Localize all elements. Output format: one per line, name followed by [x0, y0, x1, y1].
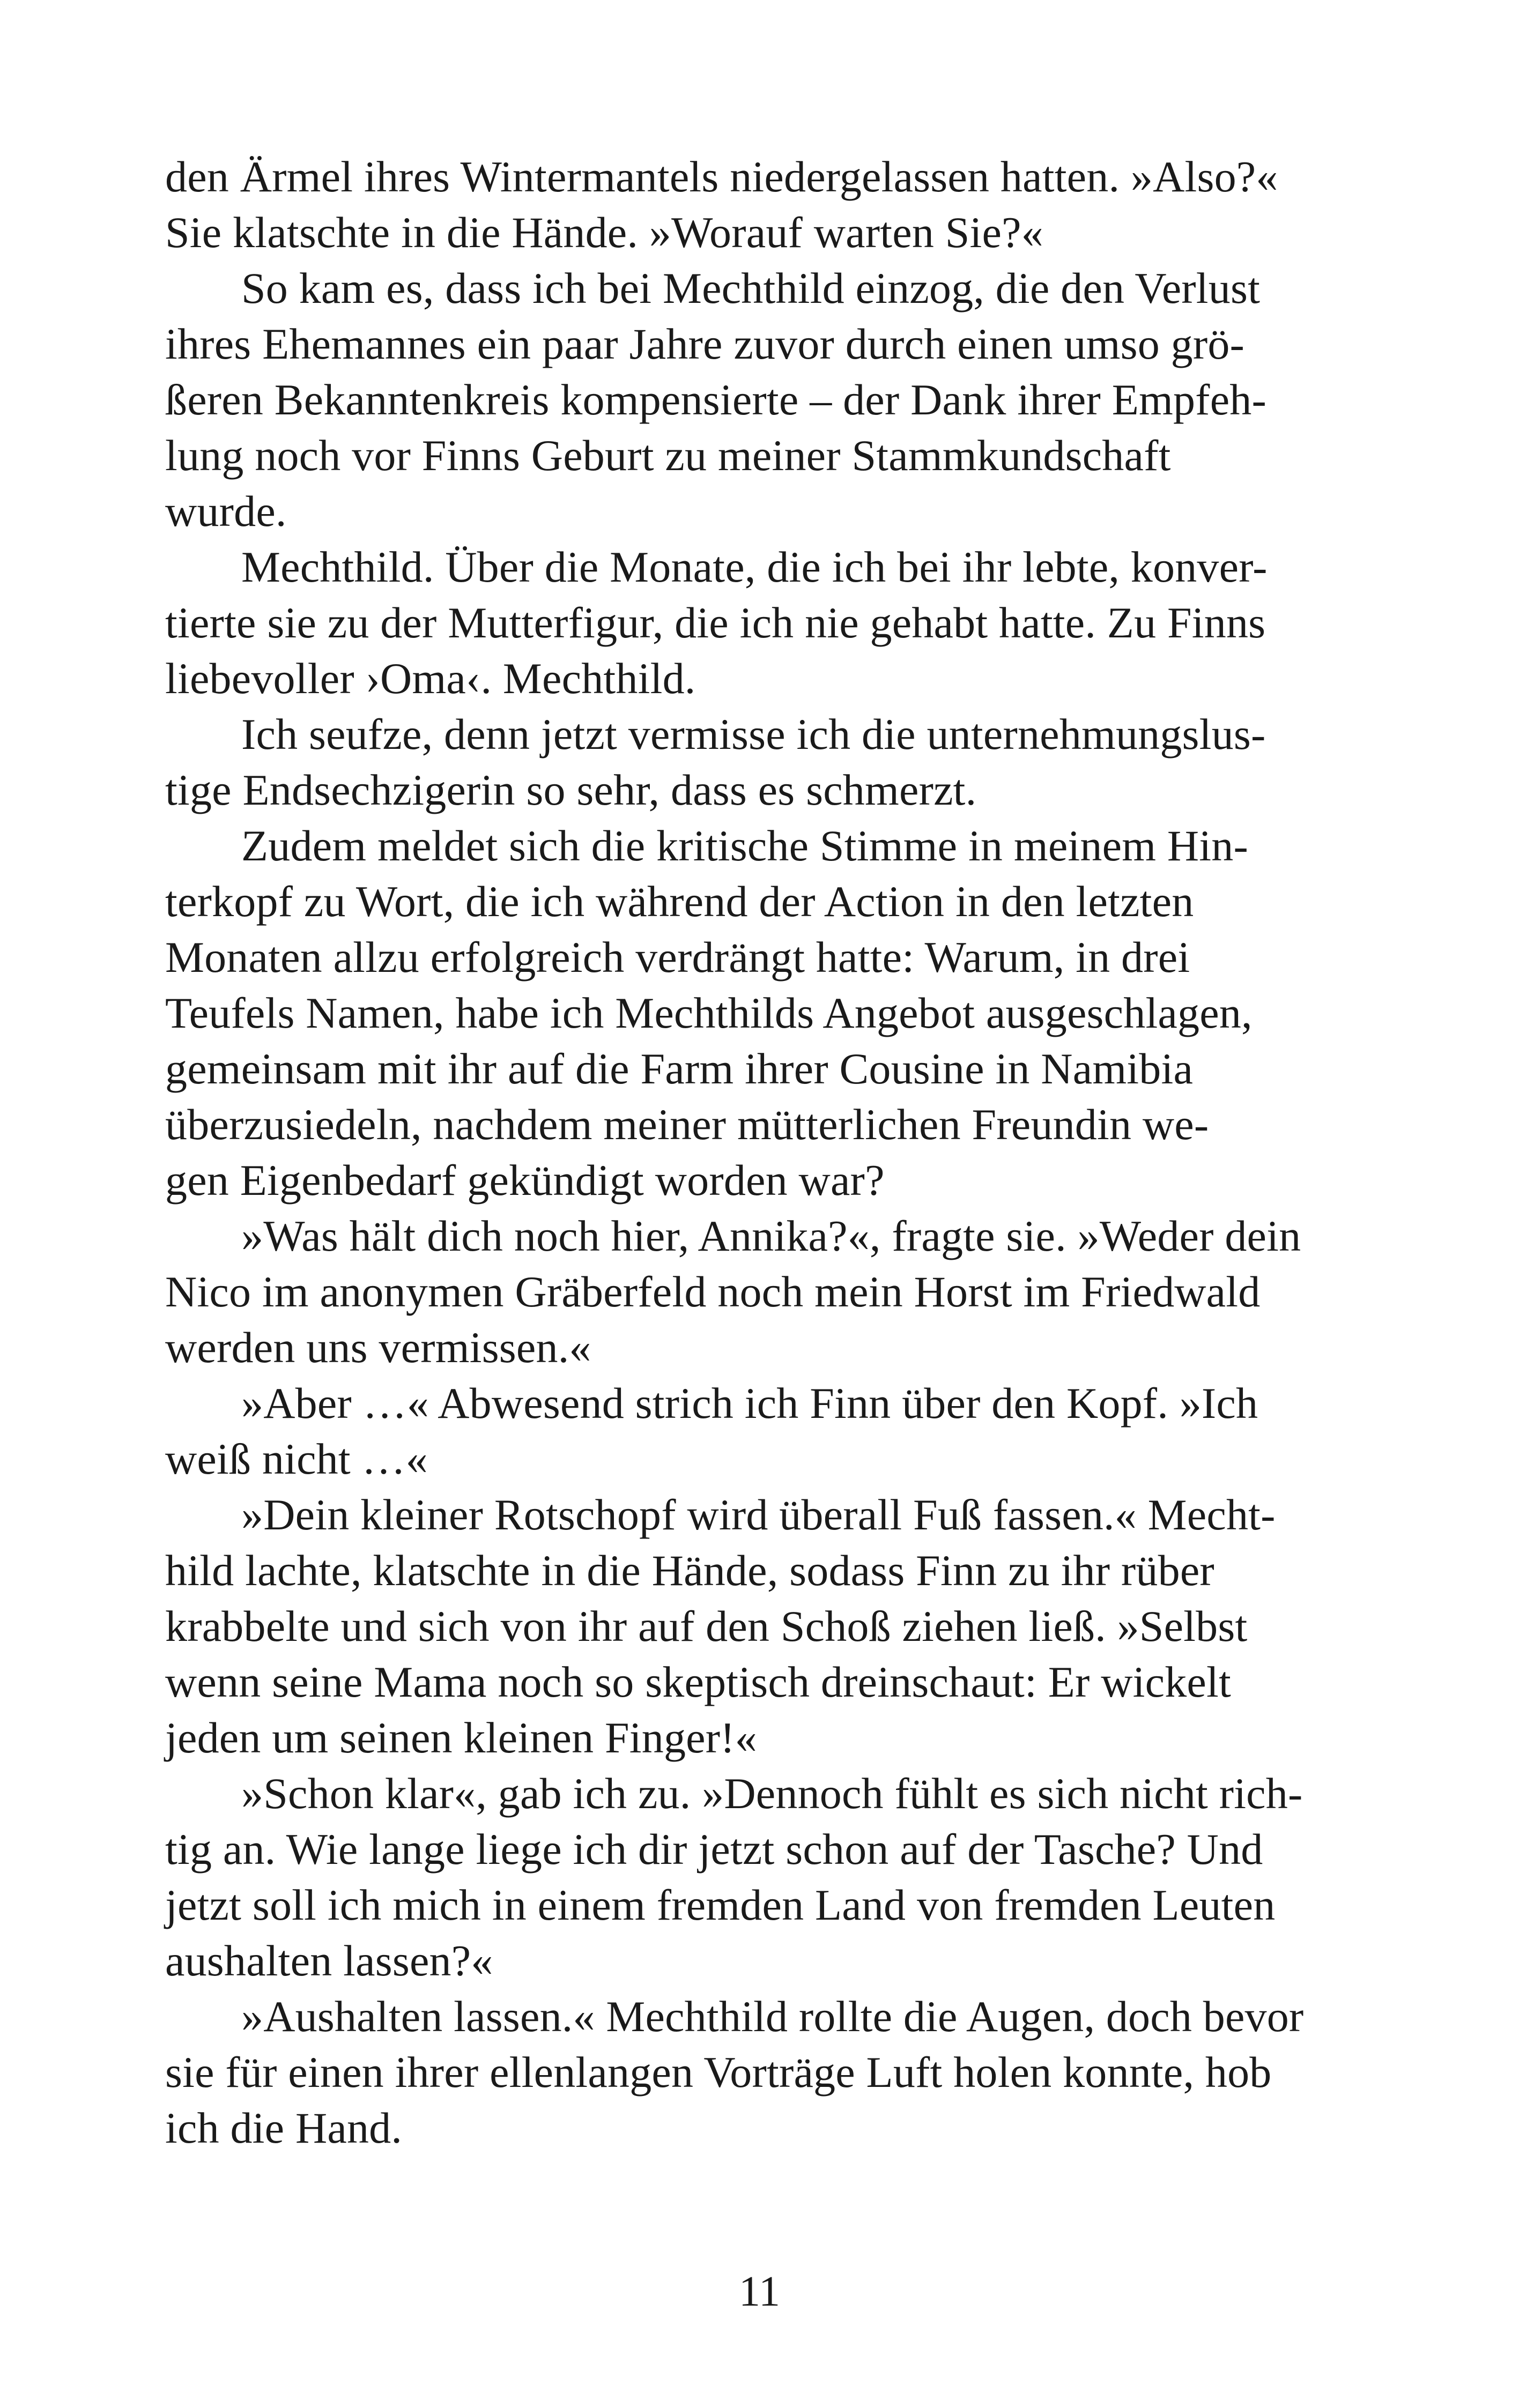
text-line: ßeren Bekanntenkreis kompensierte – der Dank ihrer Empfeh- — [165, 375, 1266, 424]
text-line: tierte sie zu der Mutterfigur, die ich nie gehabt hatte. Zu Finns — [165, 598, 1266, 647]
text-line: terkopf zu Wort, die ich während der Action in den letzten — [165, 877, 1194, 926]
text-line: tige Endsechzigerin so sehr, dass es schmerzt. — [165, 765, 977, 814]
text-line: wenn seine Mama noch so skeptisch dreinschaut: Er wickelt — [165, 1658, 1231, 1706]
text-line: »Aushalten lassen.« Mechthild rollte die Augen, doch bevor — [241, 1992, 1304, 2041]
text-line: gen Eigenbedarf gekündigt worden war? — [165, 1156, 885, 1205]
text-line: werden uns vermissen.« — [165, 1323, 591, 1372]
text-line: Nico im anonymen Gräberfeld noch mein Horst im Friedwald — [165, 1267, 1261, 1316]
text-line: aushalten lassen?« — [165, 1936, 493, 1985]
text-line: »Was hält dich noch hier, Annika?«, fragte sie. »Weder dein — [241, 1212, 1301, 1260]
text-line: überzusiedeln, nachdem meiner mütterlichen Freundin we- — [165, 1100, 1209, 1149]
text-line: krabbelte und sich von ihr auf den Schoß ziehen ließ. »Selbst — [165, 1602, 1248, 1651]
text-line: ihres Ehemannes ein paar Jahre zuvor durch einen umso grö- — [165, 319, 1245, 368]
text-line: »Dein kleiner Rotschopf wird überall Fuß fassen.« Mecht- — [241, 1490, 1276, 1539]
text-line: jetzt soll ich mich in einem fremden Land von fremden Leuten — [165, 1881, 1276, 1929]
text-line: lung noch vor Finns Geburt zu meiner Stammkundschaft — [165, 431, 1171, 480]
text-line: So kam es, dass ich bei Mechthild einzog, die den Verlust — [241, 264, 1261, 313]
text-line: hild lachte, klatschte in die Hände, sodass Finn zu ihr rüber — [165, 1546, 1214, 1595]
text-line: gemeinsam mit ihr auf die Farm ihrer Cousine in Namibia — [165, 1044, 1194, 1093]
text-line: Zudem meldet sich die kritische Stimme in meinem Hin- — [241, 821, 1248, 870]
text-line: »Schon klar«, gab ich zu. »Dennoch fühlt es sich nicht rich- — [241, 1769, 1303, 1818]
text-line: sie für einen ihrer ellenlangen Vorträge Luft holen konnte, hob — [165, 2048, 1272, 2097]
text-line: Mechthild. Über die Monate, die ich bei ihr lebte, konver- — [241, 542, 1268, 591]
text-line: liebevoller ›Oma‹. Mechthild. — [165, 654, 696, 703]
page-number: 11 — [738, 2268, 781, 2315]
text-line: tig an. Wie lange liege ich dir jetzt schon auf der Tasche? Und — [165, 1825, 1263, 1874]
text-line: den Ärmel ihres Wintermantels niedergelassen hatten. »Also?« — [165, 152, 1278, 201]
text-line: wurde. — [165, 487, 287, 536]
text-line: Teufels Namen, habe ich Mechthilds Angebot ausgeschlagen, — [165, 989, 1253, 1037]
text-line: Monaten allzu erfolgreich verdrängt hatte: Warum, in drei — [165, 933, 1190, 982]
text-line: weiß nicht …« — [165, 1435, 428, 1483]
text-line: Sie klatschte in die Hände. »Worauf warten Sie?« — [165, 208, 1043, 257]
text-line: jeden um seinen kleinen Finger!« — [165, 1713, 757, 1762]
text-line: ich die Hand. — [165, 2104, 403, 2152]
text-line: Ich seufze, denn jetzt vermisse ich die unternehmungslus- — [241, 710, 1266, 759]
text-line: »Aber …« Abwesend strich ich Finn über den Kopf. »Ich — [241, 1379, 1258, 1428]
